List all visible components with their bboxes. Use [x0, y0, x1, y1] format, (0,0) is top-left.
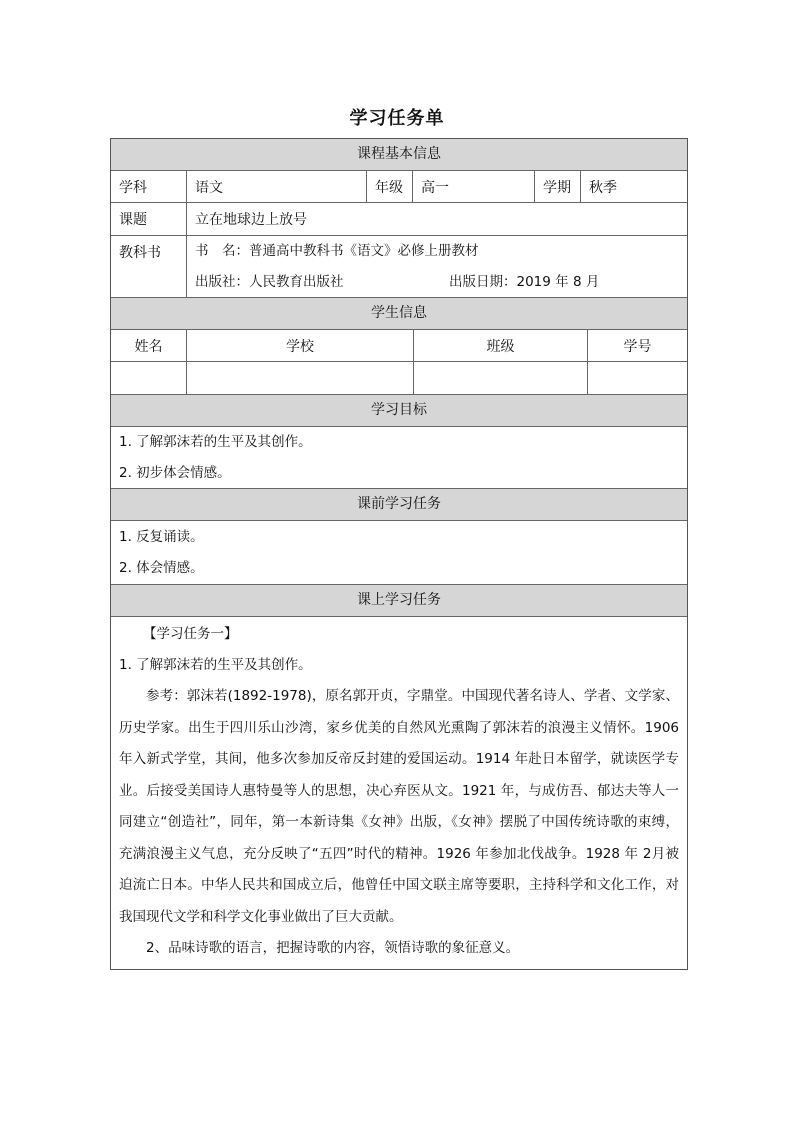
task-sheet-table	[110, 138, 688, 970]
goal-item: 2. 初步体会情感。	[119, 465, 231, 481]
student-school-cell[interactable]	[187, 362, 414, 394]
page-title: 学习任务单	[349, 108, 445, 129]
student-info-header: 学生信息	[111, 298, 687, 330]
term-value: 秋季	[589, 179, 617, 196]
publisher-info	[187, 267, 687, 298]
in-class-header: 课上学习任务	[111, 585, 687, 617]
goals-header: 学习目标	[111, 395, 687, 427]
book-name: 书 名：普通高中教科书《语文》必修上册教材	[195, 243, 479, 259]
goal-item: 1. 了解郭沫若的生平及其创作。	[119, 434, 312, 450]
textbook-label: 教科书	[111, 236, 187, 297]
pre-task-item: 2. 体会情感。	[119, 560, 204, 576]
term-label: 学期	[535, 171, 581, 202]
student-blank-row	[111, 362, 687, 395]
textbook-info	[187, 236, 687, 297]
student-col-school: 学校	[187, 330, 414, 361]
task2-item: 2、品味诗歌的语言，把握诗歌的内容，领悟诗歌的象征意义。	[146, 940, 520, 956]
student-col-class: 班级	[414, 330, 588, 361]
topic-row	[111, 203, 687, 236]
student-name-cell[interactable]	[111, 362, 187, 394]
textbook-row	[111, 236, 687, 298]
course-info-row	[111, 171, 687, 203]
publisher: 出版社：人民教育出版社	[195, 274, 344, 290]
student-id-cell[interactable]	[588, 362, 687, 394]
pre-class-header: 课前学习任务	[111, 489, 687, 521]
pre-task-item: 1. 反复诵读。	[119, 529, 204, 545]
pre-class-section	[111, 521, 687, 585]
topic-value: 立在地球边上放号	[195, 212, 307, 228]
publish-date: 出版日期：2019 年 8 月	[449, 274, 600, 290]
topic-label: 课题	[111, 203, 187, 235]
task1-title: 【学习任务一】	[143, 626, 238, 642]
course-info-header: 课程基本信息	[111, 139, 687, 171]
reference-paragraph: 参考：郭沫若(1892-1978)，原名郭开贞，字鼎堂。中国现代著名诗人、学者、文学家、历史学家。出生于四川乐山沙湾，家乡优美的自然风光熏陶了郭沫若的浪漫主义情怀。1906年入新式学堂，其间，他多次参加反帝反封建的爱国运动。1914 年赴日本留学，就读医学专业。后接受美国诗人惠特曼等人的思想，决心弃医从文。1921 年，与成仿吾、郁达夫等人一同建立“创造社”，同年，第一本新诗集《女神》出版，《女神》摆脱了中国传统诗歌的束缚，充满浪漫主义气息，充分反映了“五四”时代的精神。1926 年参加北伐战争。1928 年 2月被迫流亡日本。中华人民共和国成立后，他曾任中国文联主席等要职，主持科学和文化工作，对我国现代文学和科学文化事业做出了巨大贡献。	[119, 688, 679, 925]
grade-value: 高一	[413, 171, 535, 202]
student-col-id: 学号	[623, 338, 652, 355]
goals-section	[111, 427, 687, 489]
subject-label: 学科	[111, 171, 187, 202]
student-col-name: 姓名	[111, 330, 187, 361]
student-columns	[111, 330, 687, 362]
in-class-section	[111, 617, 687, 969]
subject-value: 语文	[187, 171, 367, 202]
grade-label: 年级	[367, 171, 413, 202]
student-class-cell[interactable]	[414, 362, 588, 394]
task1-item: 1. 了解郭沫若的生平及其创作。	[119, 657, 312, 673]
